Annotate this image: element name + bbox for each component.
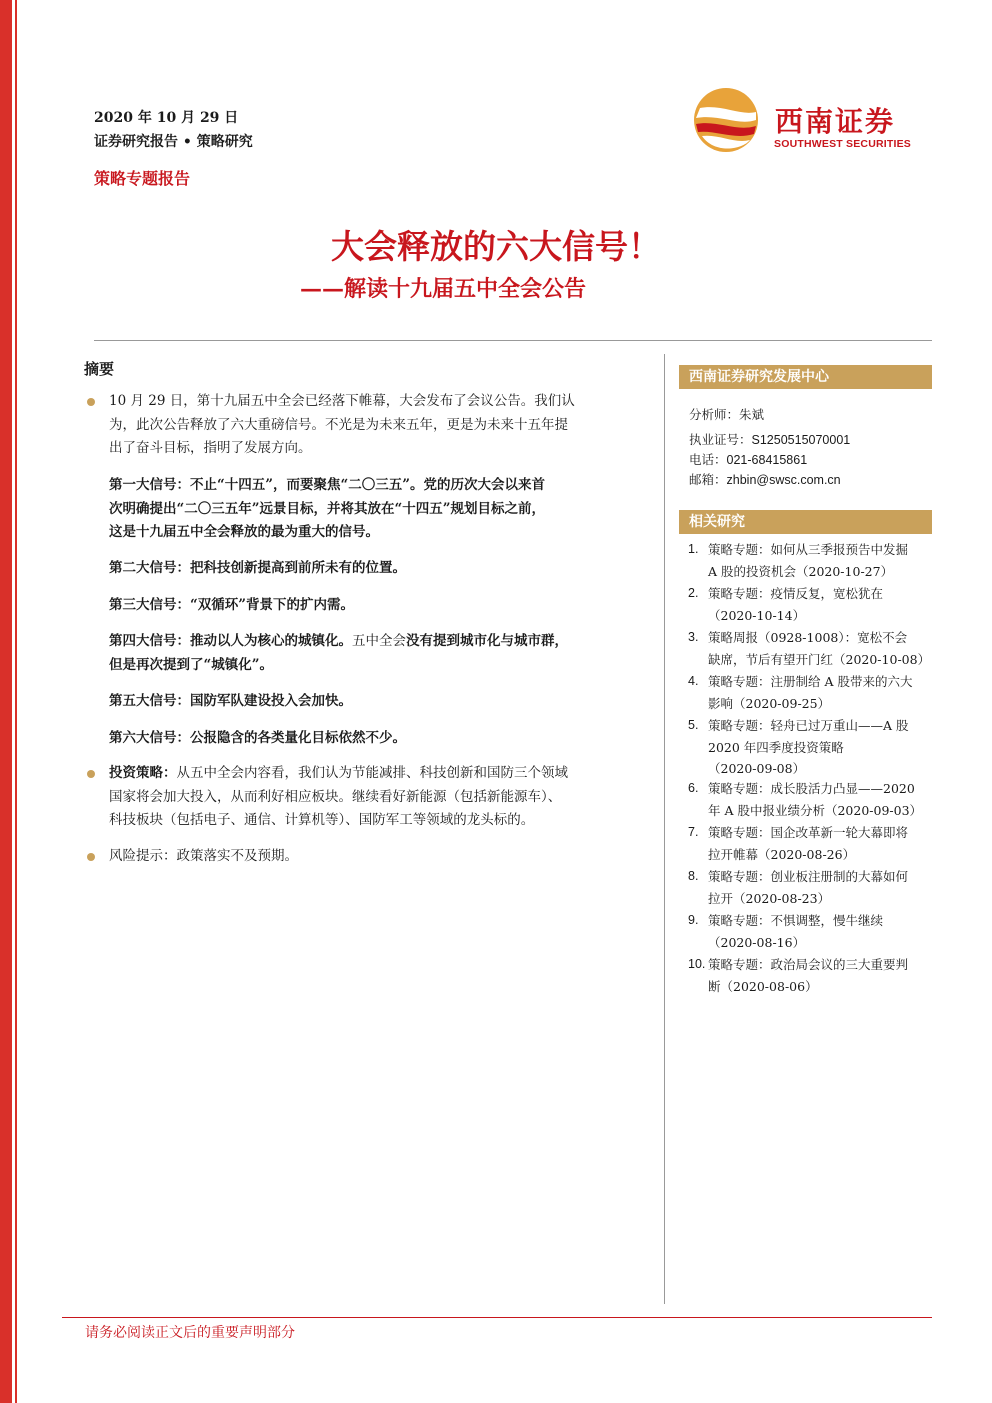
- related-item-text: [708, 866, 932, 909]
- intro-line: 10 月 29 日，第十九届五中全会已经落下帷幕，大会发布了会议公告。我们认: [109, 393, 575, 409]
- left-accent-thin-bar: [15, 0, 17, 1403]
- phone-info: [689, 450, 807, 468]
- intro-line: 出了奋斗目标，指明了发展方向。: [109, 440, 312, 456]
- related-item-line: 策略专题：国企改革新一轮大幕即将: [708, 825, 909, 840]
- related-item-number: 7.: [688, 825, 699, 839]
- signal-1-line: 次明确提出“二〇三五年”远景目标，并将其放在“十四五”规划目标之前，: [109, 500, 546, 517]
- related-item-number: 10.: [688, 957, 706, 971]
- abstract-intro: [109, 390, 654, 461]
- left-accent-bar: [0, 0, 12, 1403]
- company-name-en: SOUTHWEST SECURITIES: [774, 138, 912, 150]
- related-item-text: [708, 778, 932, 821]
- email-info: [689, 470, 841, 488]
- bullet-icon: [87, 770, 95, 778]
- signal-1: [109, 474, 649, 545]
- related-item-line: （2020-10-14）: [708, 607, 806, 623]
- signal-4-tail: 没有提到城市化与城市群，: [406, 633, 568, 649]
- header-divider: [94, 340, 932, 341]
- related-item-number: 5.: [688, 718, 699, 732]
- related-item-number: 6.: [688, 781, 699, 795]
- related-item-line: 断（2020-08-06）: [708, 978, 818, 994]
- related-item-line: 拉开（2020-08-23）: [708, 890, 831, 906]
- report-type: 证券研究报告 • 策略研究: [94, 134, 253, 150]
- related-item-line: 策略周报（0928-1008）：宽松不会: [708, 630, 908, 645]
- license-label: 执业证号：: [689, 432, 752, 447]
- report-subtype: 策略专题报告: [94, 169, 191, 188]
- strategy-line: 科技板块（包括电子、通信、计算机等）、国防军工等领域的龙头标的。: [109, 812, 535, 828]
- signal-1-line: 第一大信号：不止“十四五”，而要聚焦“二〇三五”。党的历次大会以来首: [109, 477, 546, 493]
- analyst-info: [689, 405, 764, 423]
- signal-1-line: 这是十九届五中全会释放的最为重大的信号。: [109, 524, 379, 540]
- related-item-text: [708, 954, 932, 997]
- phone-label: 电话：: [689, 452, 727, 467]
- strategy-line: [109, 762, 654, 786]
- email-label: 邮箱：: [689, 472, 727, 487]
- risk-note: 风险提示：政策落实不及预期。: [109, 848, 298, 864]
- report-subtitle: ——解读十九届五中全会公告: [300, 276, 587, 302]
- license-number: S1250515070001: [751, 433, 851, 447]
- related-item-line: 策略专题：政治局会议的三大重要判: [708, 957, 909, 972]
- related-item-line: 策略专题：成长股活力凸显——2020: [708, 781, 915, 796]
- related-item-number: 2.: [688, 586, 699, 600]
- related-item-text: [708, 822, 932, 865]
- strategy-text: 从五中全会内容看，我们认为节能减排、科技创新和国防三个领域: [176, 765, 568, 781]
- related-item-number: 4.: [688, 674, 699, 688]
- license-info: [689, 430, 850, 448]
- signal-3: 第三大信号：“双循环”背景下的扩内需。: [109, 597, 355, 613]
- column-divider: [664, 354, 665, 1304]
- signal-6: 第六大信号：公报隐含的各类量化目标依然不少。: [109, 730, 406, 746]
- analyst-label: 分析师：: [689, 407, 740, 422]
- related-item-line: 策略专题：创业板注册制的大幕如何: [708, 869, 909, 884]
- strategy-line: 国家将会加大投入，从而利好相应板块。继续看好新能源（包括新能源车）、: [109, 788, 562, 805]
- related-item-line: 策略专题：注册制给 A 股带来的六大: [708, 674, 913, 689]
- related-item-line: 缺席，节后有望开门红（2020-10-08）: [708, 651, 931, 667]
- related-item-line: A 股的投资机会（2020-10-27）: [708, 563, 894, 579]
- signal-4: [109, 630, 649, 677]
- related-item-text: [708, 583, 932, 626]
- related-item-number: 1.: [688, 542, 699, 556]
- investment-strategy: [109, 762, 654, 833]
- related-item-number: 3.: [688, 630, 699, 644]
- related-item-line: 影响（2020-09-25）: [708, 695, 831, 711]
- related-item-text: [708, 539, 932, 582]
- related-item-line: 策略专题：轻舟已过万重山——A 股: [708, 718, 909, 733]
- bullet-icon: [87, 853, 95, 861]
- company-name-cn: 西南证券: [775, 105, 896, 138]
- research-center-header: 西南证券研究发展中心: [679, 365, 932, 389]
- related-item-line: 策略专题：疫情反复，宽松犹在: [708, 586, 884, 601]
- related-item-line: 年 A 股中报业绩分析（2020-09-03）: [708, 802, 923, 818]
- related-item-line: 策略专题：如何从三季报预告中发掘: [708, 542, 909, 557]
- signal-4-lead: 第四大信号：推动以人为核心的城镇化。: [109, 633, 352, 649]
- related-item-text: [708, 910, 932, 953]
- related-item-line: （2020-09-08）: [708, 761, 806, 776]
- related-item-number: 9.: [688, 913, 699, 927]
- signal-4-line: [109, 630, 649, 654]
- signal-5: 第五大信号：国防军队建设投入会加快。: [109, 693, 352, 709]
- intro-line: 为，此次公告释放了六大重磅信号。不光是为未来五年，更是为未来十五年提: [109, 416, 568, 433]
- abstract-heading: 摘要: [84, 360, 115, 378]
- signal-4-line: 但是再次提到了“城镇化”。: [109, 656, 274, 673]
- strategy-label: 投资策略：: [109, 765, 177, 781]
- related-item-line: （2020-08-16）: [708, 934, 806, 950]
- related-research-header: 相关研究: [679, 510, 932, 534]
- related-item-text: [708, 627, 932, 670]
- related-item-line: 2020 年四季度投资策略: [708, 739, 844, 755]
- phone-number: 021-68415861: [726, 453, 808, 467]
- related-item-text: [708, 671, 932, 714]
- related-item-text: [708, 715, 932, 780]
- related-item-line: 拉开帷幕（2020-08-26）: [708, 846, 856, 862]
- signal-4-normal: 五中全会: [352, 633, 406, 649]
- related-item-line: 策略专题：不惧调整，慢牛继续: [708, 913, 884, 928]
- signal-2: 第二大信号：把科技创新提高到前所未有的位置。: [109, 560, 406, 576]
- footer-divider: [62, 1317, 932, 1318]
- report-title: 大会释放的六大信号！: [331, 227, 661, 266]
- related-item-number: 8.: [688, 869, 699, 883]
- disclaimer-footer: 请务必阅读正文后的重要声明部分: [85, 1325, 295, 1341]
- bullet-icon: [87, 398, 95, 406]
- email-address[interactable]: zhbin@swsc.com.cn: [726, 473, 841, 487]
- analyst-name: 朱斌: [739, 407, 765, 422]
- report-date: 2020 年 10 月 29 日: [94, 110, 239, 126]
